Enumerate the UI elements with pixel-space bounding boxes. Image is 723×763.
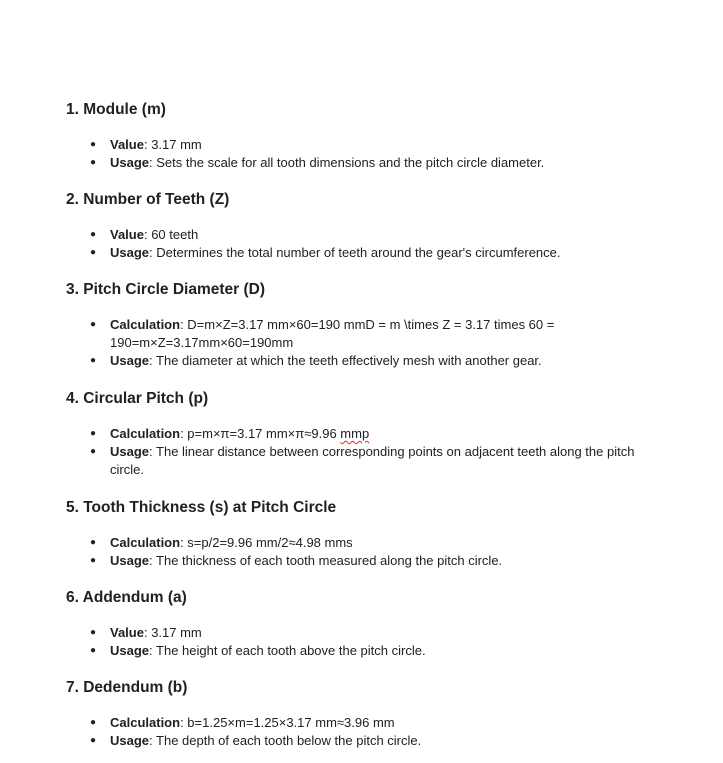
bullet-list <box>66 316 666 370</box>
bullet-list <box>66 624 666 660</box>
bullet-icon: ● <box>90 319 97 330</box>
item-term: Calculation <box>110 715 181 730</box>
bullet-icon: ● <box>90 446 97 457</box>
item-text: : p=m×π=3.17 mm×π≈9.96 <box>180 426 341 441</box>
item-term: Calculation <box>110 426 181 441</box>
item-term: Usage <box>110 245 150 260</box>
item-term: Value <box>110 227 144 242</box>
item-term: Usage <box>110 643 150 658</box>
list-item <box>66 316 640 352</box>
item-term: Usage <box>110 553 150 568</box>
bullet-icon: ● <box>90 428 97 439</box>
item-text: : Sets the scale for all tooth dimensions and the pitch circle diameter. <box>149 155 545 170</box>
item-text: : Determines the total number of teeth around the gear's circumference. <box>149 245 561 260</box>
item-text: : The thickness of each tooth measured along the pitch circle. <box>149 553 503 568</box>
bullet-icon: ● <box>90 139 97 150</box>
section-heading: 4. Circular Pitch (p) <box>66 390 209 407</box>
list-item <box>66 443 640 479</box>
item-text: : The height of each tooth above the pitch circle. <box>149 643 426 658</box>
list-item <box>66 732 640 750</box>
list-item <box>66 244 640 262</box>
bullet-list <box>66 534 666 570</box>
section-circular-pitch <box>66 390 666 479</box>
spellcheck-flagged-word[interactable]: mmp <box>340 426 370 441</box>
section-dedendum <box>66 679 666 750</box>
item-text: : The depth of each tooth below the pitch circle. <box>149 733 422 748</box>
section-heading: 2. Number of Teeth (Z) <box>66 191 230 208</box>
section-heading: 7. Dedendum (b) <box>66 679 188 696</box>
list-item <box>66 136 640 154</box>
item-term: Usage <box>110 733 150 748</box>
list-item <box>66 534 640 552</box>
list-item <box>66 226 640 244</box>
item-term: Calculation <box>110 535 181 550</box>
section-number-of-teeth <box>66 191 666 262</box>
bullet-icon: ● <box>90 229 97 240</box>
section-heading: 6. Addendum (a) <box>66 589 187 606</box>
section-tooth-thickness <box>66 499 666 570</box>
bullet-list <box>66 714 666 750</box>
item-text: : 3.17 mm <box>143 137 202 152</box>
item-term: Calculation <box>110 317 181 332</box>
bullet-icon: ● <box>90 555 97 566</box>
bullet-list <box>66 425 666 479</box>
list-item <box>66 425 640 443</box>
bullet-icon: ● <box>90 735 97 746</box>
item-term: Usage <box>110 353 150 368</box>
item-term: Usage <box>110 155 150 170</box>
list-item <box>66 552 640 570</box>
bullet-icon: ● <box>90 537 97 548</box>
section-heading: 3. Pitch Circle Diameter (D) <box>66 281 265 298</box>
item-text: : The linear distance between corresponding points on adjacent teeth along the pitch circle. <box>110 444 635 477</box>
section-module <box>66 101 666 172</box>
section-pitch-circle-diameter <box>66 281 666 370</box>
list-item <box>66 352 640 370</box>
section-heading: 5. Tooth Thickness (s) at Pitch Circle <box>66 499 337 516</box>
bullet-icon: ● <box>90 157 97 168</box>
item-text: : b=1.25×m=1.25×3.17 mm≈3.96 mm <box>180 715 395 730</box>
list-item <box>66 714 640 732</box>
list-item <box>66 154 640 172</box>
item-term: Usage <box>110 444 150 459</box>
bullet-list <box>66 226 666 262</box>
bullet-list <box>66 136 666 172</box>
bullet-icon: ● <box>90 645 97 656</box>
list-item <box>66 642 640 660</box>
bullet-icon: ● <box>90 247 97 258</box>
bullet-icon: ● <box>90 717 97 728</box>
item-text: : 60 teeth <box>143 227 199 242</box>
section-addendum <box>66 589 666 660</box>
item-term: Value <box>110 625 144 640</box>
bullet-icon: ● <box>90 355 97 366</box>
item-text: : s=p/2=9.96 mm/2≈4.98 mms <box>180 535 353 550</box>
item-text: : 3.17 mm <box>143 625 202 640</box>
item-text: : The diameter at which the teeth effectively mesh with another gear. <box>149 353 542 368</box>
item-term: Value <box>110 137 144 152</box>
item-text: : D=m×Z=3.17 mm×60=190 mmD = m \times Z = 3.17 times 60 = 190=m×Z=3.17mm×60=190mm <box>110 317 555 350</box>
section-heading: 1. Module (m) <box>66 101 166 118</box>
bullet-icon: ● <box>90 627 97 638</box>
list-item <box>66 624 640 642</box>
